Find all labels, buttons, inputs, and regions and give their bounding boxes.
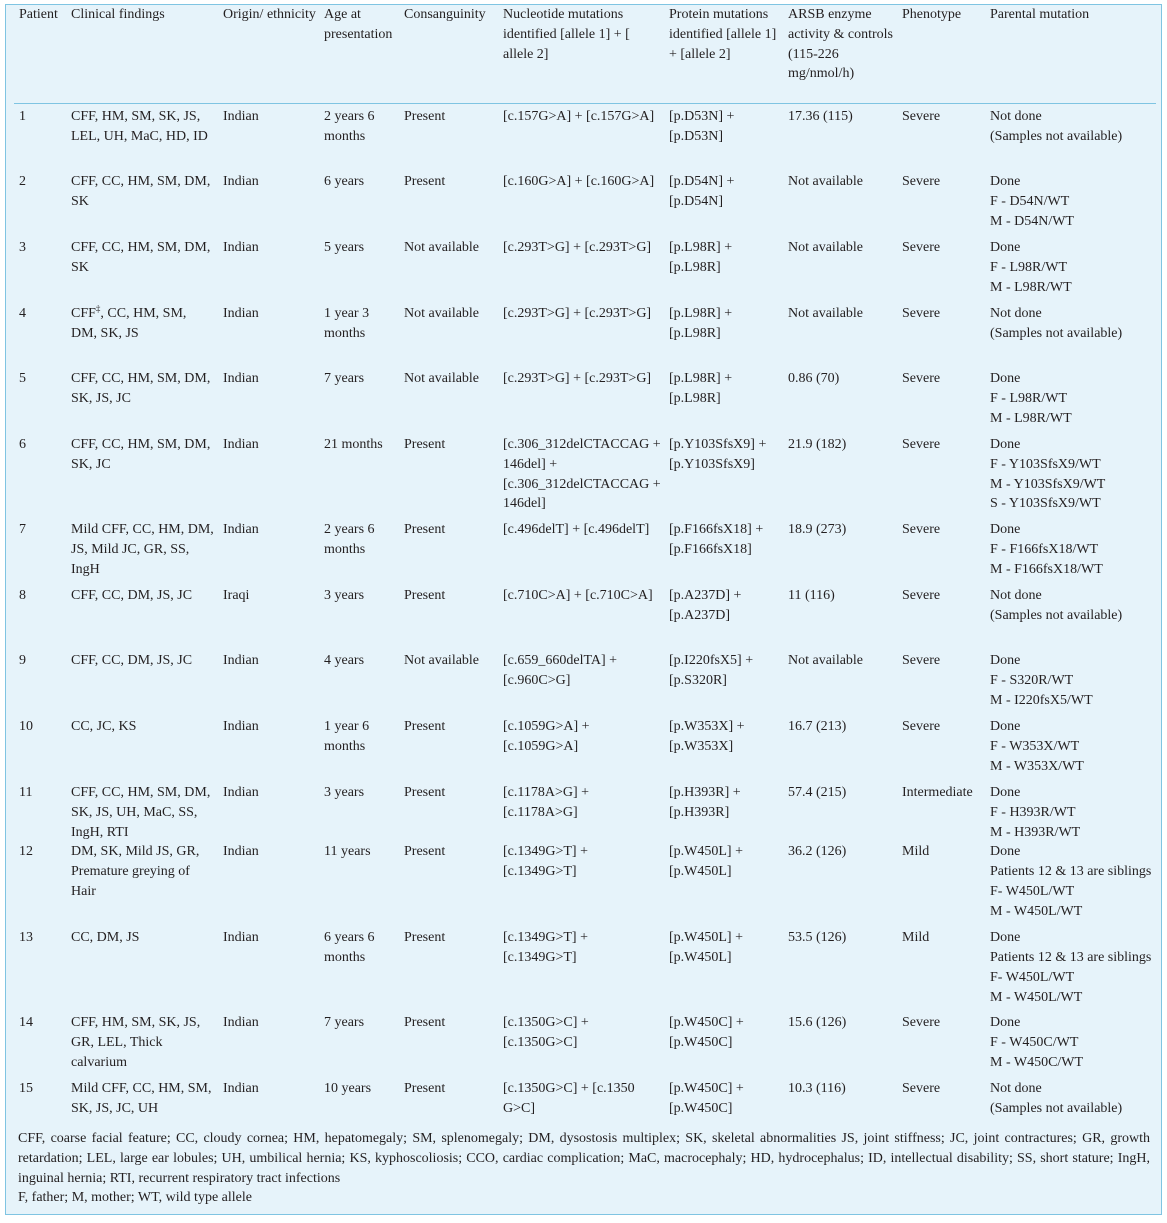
cell-consanguinity: Present xyxy=(404,588,446,603)
cell-origin: Indian xyxy=(223,240,259,255)
table-footnote xyxy=(18,1129,1150,1208)
cell-clinical-findings: CC, DM, JS xyxy=(71,930,140,946)
cell-arsb-activity: 10.3 (116) xyxy=(788,1081,846,1097)
cell-nucleotide-mutations: [c.1350G>C] + [c.1350G>C] xyxy=(503,1015,589,1051)
cell-consanguinity: Present xyxy=(404,1081,446,1097)
mutation-table xyxy=(14,5,1156,1127)
cell-arsb-activity: 36.2 (126) xyxy=(788,844,847,860)
cell-phenotype: Severe xyxy=(902,437,941,452)
cell-patient: 8 xyxy=(19,588,26,603)
parental-line: M - Y103SfsX9/WT xyxy=(990,476,1106,492)
parental-line: M - W450L/WT xyxy=(990,989,1083,1005)
cell-protein-mutations: [p.L98R] + [p.L98R] xyxy=(669,306,733,341)
cell-arsb-activity: 11 (116) xyxy=(788,588,835,603)
cell-age: 21 months xyxy=(324,437,383,452)
cell-phenotype: Severe xyxy=(902,306,941,321)
cell-age: 7 years xyxy=(324,1015,365,1031)
cell-arsb-activity: 57.4 (215) xyxy=(788,785,847,800)
cell-nucleotide-mutations: [c.160G>A] + [c.160G>A] xyxy=(503,174,655,189)
cell-parental-mutation xyxy=(985,107,1156,172)
cell-age: 5 years xyxy=(324,240,365,255)
parental-line: M - L98R/WT xyxy=(990,410,1072,426)
table-row xyxy=(14,928,1156,1013)
cell-protein-mutations: [p.W450C] + [p.W450C] xyxy=(669,1081,744,1117)
cell-protein-mutations: [p.W353X] + [p.W353X] xyxy=(669,719,745,754)
parental-line: Not done xyxy=(990,588,1042,603)
cell-phenotype: Severe xyxy=(902,1081,941,1097)
cell-clinical-findings: CFF, CC, DM, JS, JC xyxy=(71,653,193,668)
cell-origin: Indian xyxy=(223,653,259,668)
header-phenotype: Phenotype xyxy=(897,5,985,103)
cell-nucleotide-mutations: [c.1350G>C] + [c.1350 G>C] xyxy=(503,1081,635,1117)
cell-nucleotide-mutations: [c.293T>G] + [c.293T>G] xyxy=(503,371,652,386)
cell-consanguinity: Not available xyxy=(404,371,480,386)
cell-clinical-findings: CFF, CC, HM, SM, DM, SK xyxy=(71,174,211,209)
cell-nucleotide-mutations: [c.1349G>T] + [c.1349G>T] xyxy=(503,844,588,880)
header-arsb-activity: ARSB enzyme activity & controls (115-226 mg/nmol/h) xyxy=(783,5,897,103)
parental-line: M - L98R/WT xyxy=(990,279,1072,295)
cell-clinical-findings xyxy=(66,304,218,369)
cell-clinical-findings: CC, JC, KS xyxy=(71,719,137,734)
cell-arsb-activity: Not available xyxy=(788,306,864,321)
cell-nucleotide-mutations: [c.306_312delCTACCAG + 146del] + [c.306_312delCTACCAG + 146del] xyxy=(503,437,661,512)
parental-line: F - L98R/WT xyxy=(990,390,1067,406)
parental-line: F - L98R/WT xyxy=(990,259,1067,275)
parental-line: Patients 12 & 13 are siblings xyxy=(990,950,1152,966)
cell-origin: Indian xyxy=(223,1015,259,1031)
cell-parental-mutation xyxy=(985,435,1156,520)
cell-protein-mutations: [p.F166fsX18] + [p.F166fsX18] xyxy=(669,522,764,557)
parental-line: M - H393R/WT xyxy=(990,824,1081,840)
cell-parental-mutation xyxy=(985,1079,1156,1127)
cell-consanguinity: Not available xyxy=(404,653,480,668)
parental-line: Done xyxy=(990,844,1021,860)
table-row xyxy=(14,520,1156,586)
family-legend-note: F, father; M, mother; WT, wild type allele xyxy=(18,1190,252,1206)
parental-line: Done xyxy=(990,719,1021,734)
parental-line: (Samples not available) xyxy=(990,607,1123,623)
cell-age: 7 years xyxy=(324,371,365,386)
cell-arsb-activity: 0.86 (70) xyxy=(788,371,840,386)
cell-clinical-findings: DM, SK, Mild JS, GR, Premature greying of Hair xyxy=(71,844,200,899)
cell-protein-mutations: [p.Y103SfsX9] + [p.Y103SfsX9] xyxy=(669,437,767,472)
cell-parental-mutation xyxy=(985,717,1156,783)
cell-phenotype: Severe xyxy=(902,174,941,189)
cell-age: 2 years 6 months xyxy=(324,522,375,557)
table-row xyxy=(14,107,1156,172)
cell-parental-mutation xyxy=(985,1013,1156,1079)
table-row xyxy=(14,238,1156,304)
cell-parental-mutation xyxy=(985,842,1156,928)
parental-line: (Samples not available) xyxy=(990,128,1123,144)
cell-consanguinity: Present xyxy=(404,522,446,537)
cell-parental-mutation xyxy=(985,928,1156,1013)
cell-consanguinity: Present xyxy=(404,1015,446,1031)
table-row xyxy=(14,369,1156,435)
parental-line: F - Y103SfsX9/WT xyxy=(990,456,1101,472)
cell-origin: Indian xyxy=(223,522,259,537)
cell-protein-mutations: [p.I220fsX5] + [p.S320R] xyxy=(669,653,754,688)
cell-consanguinity: Not available xyxy=(404,306,480,321)
parental-line: Not done xyxy=(990,306,1042,321)
table-row xyxy=(14,651,1156,717)
cell-parental-mutation xyxy=(985,304,1156,369)
cell-consanguinity: Present xyxy=(404,930,446,946)
header-nucleotide-mutations: Nucleotide mutations identified [allele 1] + [ allele 2] xyxy=(498,5,664,103)
cell-consanguinity: Present xyxy=(404,719,446,734)
cell-origin: Indian xyxy=(223,306,259,321)
parental-line: Patients 12 & 13 are siblings xyxy=(990,864,1152,880)
cell-phenotype: Mild xyxy=(902,930,930,946)
cell-protein-mutations: [p.L98R] + [p.L98R] xyxy=(669,371,733,406)
cell-protein-mutations: [p.W450L] + [p.W450L] xyxy=(669,930,743,966)
cell-patient: 4 xyxy=(19,306,26,321)
cell-phenotype: Mild xyxy=(902,844,930,860)
cell-clinical-findings: CFF, CC, HM, SM, DM, SK, JS, JC xyxy=(71,371,211,406)
table-row xyxy=(14,586,1156,651)
cell-arsb-activity: 17.36 (115) xyxy=(788,109,853,124)
parental-line: Done xyxy=(990,371,1021,386)
cell-nucleotide-mutations: [c.293T>G] + [c.293T>G] xyxy=(503,240,652,255)
cell-origin: Indian xyxy=(223,844,259,860)
cell-parental-mutation xyxy=(985,238,1156,304)
cell-age: 3 years xyxy=(324,785,365,800)
parental-line: (Samples not available) xyxy=(990,1101,1123,1117)
parental-line: M - W450C/WT xyxy=(990,1054,1084,1070)
parental-line: Done xyxy=(990,930,1021,946)
cell-patient: 6 xyxy=(19,437,26,452)
parental-line: F - D54N/WT xyxy=(990,193,1070,209)
cell-parental-mutation xyxy=(985,172,1156,238)
cell-age: 2 years 6 months xyxy=(324,109,375,144)
cell-consanguinity: Present xyxy=(404,174,446,189)
parental-line: F - S320R/WT xyxy=(990,672,1074,688)
parental-line: Done xyxy=(990,240,1021,255)
parental-line: Done xyxy=(990,653,1021,668)
abbreviations-note: CFF, coarse facial feature; CC, cloudy cornea; HM, hepatomegaly; SM, splenomegaly; DM, dysostosis multiplex; SK, skeletal abnormalities JS, joint stiffness; JC, joint contractures; GR, growth retardation; LEL, large ear lobules; UH, umbilical hernia; KS, kyphoscoliosis; CCO, cardiac complication; MaC, macrocephaly; HD, hydrocephalus; ID, intellectual disability; SS, short stature; IngH, inguinal hernia; RTI, recurrent respiratory tract infections xyxy=(18,1131,1150,1186)
cell-age: 11 years xyxy=(324,844,371,860)
parental-line: M - D54N/WT xyxy=(990,213,1074,229)
cell-origin: Indian xyxy=(223,930,259,946)
cell-clinical-findings: CFF, CC, HM, SM, DM, SK xyxy=(71,240,211,275)
cell-clinical-findings: CFF, HM, SM, SK, JS, GR, LEL, Thick calvarium xyxy=(71,1015,201,1070)
cell-arsb-activity: Not available xyxy=(788,240,864,255)
cell-protein-mutations: [p.H393R] + [p.H393R] xyxy=(669,785,741,820)
cell-parental-mutation xyxy=(985,369,1156,435)
cell-patient: 1 xyxy=(19,109,26,124)
cell-arsb-activity: 15.6 (126) xyxy=(788,1015,847,1031)
clinical-text-rest: , CC, HM, SM, DM, SK, JS xyxy=(71,306,187,341)
header-consanguinity: Consanguinity xyxy=(399,5,498,103)
cell-arsb-activity: Not available xyxy=(788,653,864,668)
cell-nucleotide-mutations: [c.1349G>T] + [c.1349G>T] xyxy=(503,930,588,966)
parental-line: M - W450L/WT xyxy=(990,903,1083,919)
cell-origin: Indian xyxy=(223,437,259,452)
parental-line: Done xyxy=(990,437,1021,452)
cell-origin: Indian xyxy=(223,785,259,800)
cell-phenotype: Severe xyxy=(902,109,941,124)
cell-age: 3 years xyxy=(324,588,365,603)
cell-nucleotide-mutations: [c.1178A>G] + [c.1178A>G] xyxy=(503,785,590,820)
cell-patient: 5 xyxy=(19,371,26,386)
parental-line: F- W450L/WT xyxy=(990,969,1075,985)
cell-patient: 15 xyxy=(19,1081,33,1097)
parental-line: Done xyxy=(990,174,1021,189)
table-row xyxy=(14,842,1156,928)
cell-clinical-findings: CFF, CC, HM, SM, DM, SK, JC xyxy=(71,437,211,472)
cell-arsb-activity: 18.9 (273) xyxy=(788,522,847,537)
cell-origin: Indian xyxy=(223,174,259,189)
cell-protein-mutations: [p.A237D] + [p.A237D] xyxy=(669,588,742,623)
cell-phenotype: Severe xyxy=(902,588,941,603)
cell-age: 6 years xyxy=(324,174,365,189)
table-panel xyxy=(5,4,1162,1215)
cell-arsb-activity: Not available xyxy=(788,174,864,189)
table-row xyxy=(14,717,1156,783)
cell-patient: 3 xyxy=(19,240,26,255)
cell-nucleotide-mutations: [c.496delT] + [c.496delT] xyxy=(503,522,650,537)
cell-age: 4 years xyxy=(324,653,365,668)
cell-patient: 9 xyxy=(19,653,26,668)
cell-nucleotide-mutations: [c.659_660delTA] + [c.960C>G] xyxy=(503,653,618,688)
parental-line: F - F166fsX18/WT xyxy=(990,541,1099,557)
cell-protein-mutations: [p.D53N] + [p.D53N] xyxy=(669,109,735,144)
parental-line: Not done xyxy=(990,109,1042,124)
cell-patient: 14 xyxy=(19,1015,33,1031)
cell-phenotype: Severe xyxy=(902,719,941,734)
cell-nucleotide-mutations: [c.293T>G] + [c.293T>G] xyxy=(503,306,652,321)
cell-origin: Indian xyxy=(223,719,259,734)
table-row xyxy=(14,1079,1156,1127)
cell-clinical-findings: CFF, CC, DM, JS, JC xyxy=(71,588,193,603)
cell-protein-mutations: [p.W450C] + [p.W450C] xyxy=(669,1015,744,1051)
cell-consanguinity: Present xyxy=(404,844,446,860)
cell-age: 1 year 6 months xyxy=(324,719,370,754)
cell-origin: Indian xyxy=(223,109,259,124)
parental-line: F - H393R/WT xyxy=(990,804,1076,820)
header-patient: Patient xyxy=(14,5,66,103)
parental-line: S - Y103SfsX9/WT xyxy=(990,496,1101,512)
parental-line: F - W353X/WT xyxy=(990,738,1080,754)
table-row xyxy=(14,783,1156,842)
clinical-text-lead: CFF xyxy=(71,306,96,321)
cell-consanguinity: Present xyxy=(404,785,446,800)
cell-clinical-findings: CFF, CC, HM, SM, DM, SK, JS, UH, MaC, SS, IngH, RTI xyxy=(71,785,211,840)
cell-protein-mutations: [p.L98R] + [p.L98R] xyxy=(669,240,733,275)
parental-line: M - I220fsX5/WT xyxy=(990,692,1093,708)
cell-consanguinity: Present xyxy=(404,109,446,124)
cell-origin: Indian xyxy=(223,1081,259,1097)
cell-protein-mutations: [p.D54N] + [p.D54N] xyxy=(669,174,735,209)
parental-line: Done xyxy=(990,522,1021,537)
table-row xyxy=(14,1013,1156,1079)
parental-line: (Samples not available) xyxy=(990,325,1123,341)
cell-parental-mutation xyxy=(985,586,1156,651)
header-parental-mutation: Parental mutation xyxy=(985,5,1156,103)
cell-nucleotide-mutations: [c.1059G>A] + [c.1059G>A] xyxy=(503,719,590,754)
cell-phenotype: Severe xyxy=(902,1015,941,1031)
cell-clinical-findings: Mild CFF, CC, HM, DM, JS, Mild JC, GR, SS, IngH xyxy=(71,522,214,577)
cell-phenotype: Severe xyxy=(902,653,941,668)
parental-line: Done xyxy=(990,1015,1021,1031)
cell-protein-mutations: [p.W450L] + [p.W450L] xyxy=(669,844,743,880)
cell-phenotype: Intermediate xyxy=(902,785,973,800)
header-protein-mutations: Protein mutations identified [allele 1] + [allele 2] xyxy=(664,5,783,103)
parental-line: Done xyxy=(990,785,1021,800)
cell-patient: 2 xyxy=(19,174,26,189)
cell-patient: 7 xyxy=(19,522,26,537)
header-age: Age at presentation xyxy=(319,5,399,103)
footnote-marker: ‡ xyxy=(95,303,101,314)
cell-origin: Iraqi xyxy=(223,588,250,603)
cell-clinical-findings: CFF, HM, SM, SK, JS, LEL, UH, MaC, HD, ID xyxy=(71,109,208,144)
cell-patient: 13 xyxy=(19,930,33,946)
cell-age: 1 year 3 months xyxy=(324,306,370,341)
table-row xyxy=(14,304,1156,369)
cell-consanguinity: Not available xyxy=(404,240,480,255)
cell-nucleotide-mutations: [c.710C>A] + [c.710C>A] xyxy=(503,588,653,603)
cell-patient: 12 xyxy=(19,844,33,860)
cell-phenotype: Severe xyxy=(902,522,941,537)
cell-parental-mutation xyxy=(985,520,1156,586)
cell-phenotype: Severe xyxy=(902,240,941,255)
cell-nucleotide-mutations: [c.157G>A] + [c.157G>A] xyxy=(503,109,655,124)
cell-patient: 10 xyxy=(19,719,33,734)
cell-arsb-activity: 53.5 (126) xyxy=(788,930,847,946)
cell-origin: Indian xyxy=(223,371,259,386)
cell-patient: 11 xyxy=(19,785,33,800)
parental-line: M - F166fsX18/WT xyxy=(990,561,1103,577)
cell-arsb-activity: 16.7 (213) xyxy=(788,719,847,734)
cell-clinical-findings: Mild CFF, CC, HM, SM, SK, JS, JC, UH xyxy=(71,1081,212,1117)
cell-parental-mutation xyxy=(985,783,1156,842)
header-origin: Origin/ ethnicity xyxy=(218,5,319,103)
cell-age: 10 years xyxy=(324,1081,372,1097)
cell-consanguinity: Present xyxy=(404,437,446,452)
parental-line: F - W450C/WT xyxy=(990,1035,1079,1051)
parental-line: Not done xyxy=(990,1081,1042,1097)
table-row xyxy=(14,172,1156,238)
cell-parental-mutation xyxy=(985,651,1156,717)
table-header-row xyxy=(14,5,1156,103)
header-clinical-findings: Clinical findings xyxy=(66,5,218,103)
parental-line: F- W450L/WT xyxy=(990,883,1075,899)
cell-age: 6 years 6 months xyxy=(324,930,375,966)
cell-phenotype: Severe xyxy=(902,371,941,386)
cell-arsb-activity: 21.9 (182) xyxy=(788,437,847,452)
parental-line: M - W353X/WT xyxy=(990,758,1084,774)
table-row xyxy=(14,435,1156,520)
